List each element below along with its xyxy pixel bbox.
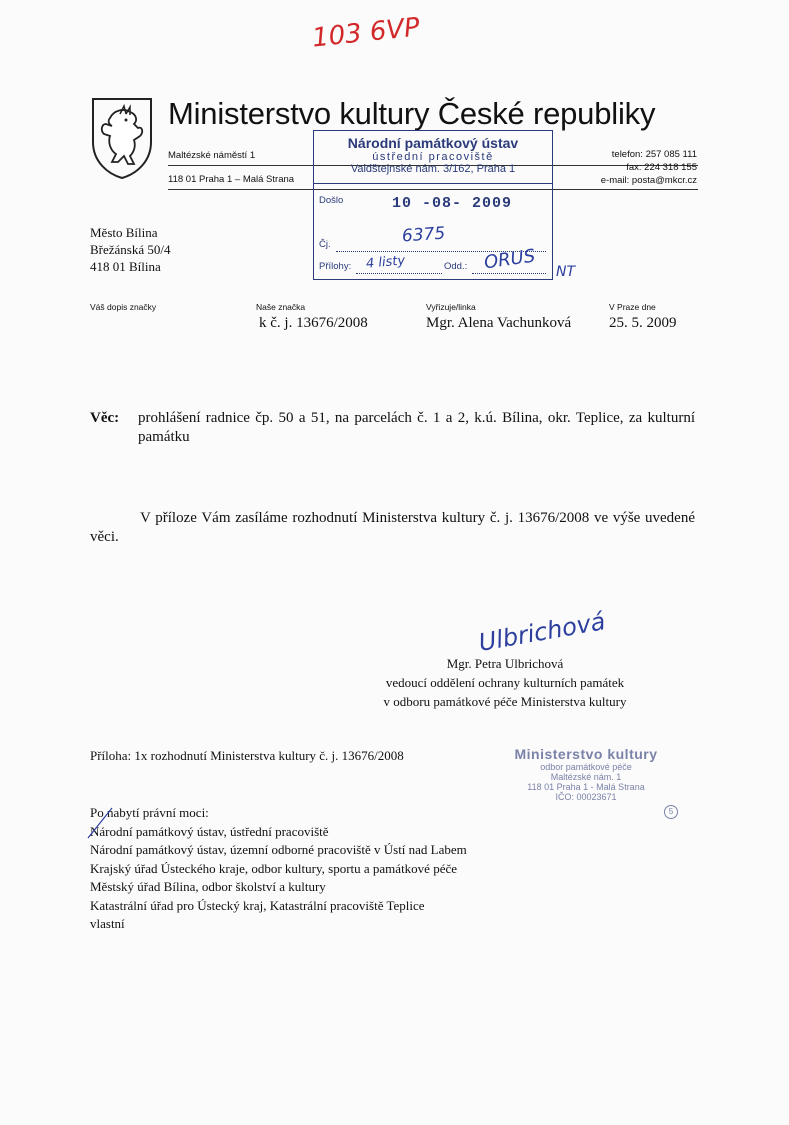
signer-role-1: vedoucí oddělení ochrany kulturních památek bbox=[385, 675, 625, 690]
header-street: Maltézské náměstí 1 bbox=[168, 150, 256, 161]
our-ref-value: k č. j. 13676/2008 bbox=[259, 315, 368, 331]
intake-stamp bbox=[313, 130, 553, 280]
header-contacts bbox=[601, 148, 697, 187]
subject-text: prohlášení radnice čp. 50 a 51, na parcelách č. 1 a 2, k.ú. Bílina, okr. Teplice, za kulturní památku bbox=[138, 410, 695, 445]
signer-role-2: v odboru památkové péče Ministerstva kultury bbox=[383, 694, 627, 709]
signature-block bbox=[352, 654, 658, 711]
header-phone: telefon: 257 085 111 bbox=[611, 149, 697, 160]
intake-stamp-name: Národní památkový ústav bbox=[347, 135, 519, 151]
body-paragraph: V příloze Vám zasíláme rozhodnutí Ministerstva kultury č. j. 13676/2008 ve výše uvedené věci. bbox=[90, 510, 695, 545]
dept-label: Odd.: bbox=[444, 261, 468, 272]
handwritten-reference: 103 6VP bbox=[310, 12, 422, 54]
header-city: 118 01 Praha 1 – Malá Strana bbox=[168, 174, 295, 185]
handler-label: Vyřizuje/linka bbox=[426, 302, 476, 312]
attachments-value: 4 listy bbox=[365, 253, 406, 272]
number-value: 6375 bbox=[401, 223, 446, 247]
distribution-item: Krajský úřad Ústeckého kraje, odbor kultury, sportu a památkové péče bbox=[90, 860, 458, 876]
ministry-stamp-line-1: Ministerstvo kultury bbox=[514, 746, 658, 762]
attachment-line: Příloha: 1x rozhodnutí Ministerstva kultury č. j. 13676/2008 bbox=[90, 748, 404, 763]
intake-stamp-header bbox=[314, 131, 552, 184]
received-date: 10 -08- 2009 bbox=[392, 195, 513, 212]
intake-initials: NT bbox=[556, 264, 576, 280]
ministry-stamp-line-3: Maltézské nám. 1 bbox=[550, 772, 622, 782]
ministry-stamp-number-text: 5 bbox=[668, 807, 674, 816]
ministry-stamp-line-5: IČO: 00023671 bbox=[555, 792, 617, 802]
addressee-line-3: 418 01 Bílina bbox=[90, 259, 161, 274]
distribution-item: Národní památkový ústav, ústřední pracoviště bbox=[90, 823, 329, 839]
header-email: e-mail: posta@mkcr.cz bbox=[600, 175, 697, 186]
intake-stamp-unit: ústřední pracoviště bbox=[372, 151, 494, 163]
date-value: 25. 5. 2009 bbox=[609, 315, 677, 331]
addressee-block bbox=[90, 224, 171, 275]
received-label: Došlo bbox=[319, 195, 344, 206]
dept-dots bbox=[472, 272, 546, 274]
your-ref-label: Váš dopis značky bbox=[90, 302, 157, 312]
coat-of-arms-logo bbox=[90, 96, 154, 180]
ministry-stamp-number bbox=[664, 805, 678, 819]
distribution-item: vlastní bbox=[90, 916, 125, 931]
attachments-label: Přílohy: bbox=[319, 261, 352, 272]
signer-name: Mgr. Petra Ulbrichová bbox=[446, 656, 564, 671]
attachments-dots bbox=[356, 272, 442, 274]
handler-value: Mgr. Alena Vachunková bbox=[426, 315, 572, 331]
addressee-line-2: Břežánská 50/4 bbox=[90, 242, 171, 257]
addressee-line-1: Město Bílina bbox=[90, 225, 158, 240]
date-label: V Praze dne bbox=[609, 302, 656, 312]
ministry-stamp bbox=[486, 746, 686, 802]
number-label: Čj. bbox=[319, 239, 331, 250]
checkmark-icon bbox=[84, 804, 116, 849]
distribution-item: Národní památkový ústav, územní odborné pracoviště v Ústí nad Labem bbox=[90, 842, 467, 857]
signature-scribble: Ulbrichová bbox=[476, 607, 608, 657]
distribution-list bbox=[90, 804, 467, 934]
ministry-stamp-line-2: odbor památkové péče bbox=[540, 762, 632, 772]
distribution-item: Městský úřad Bílina, odbor školství a kultury bbox=[90, 879, 326, 894]
ministry-stamp-line-4: 118 01 Praha 1 - Malá Strana bbox=[527, 782, 645, 792]
subject-label: Věc: bbox=[90, 410, 120, 426]
ministry-title: Ministerstvo kultury České republiky bbox=[168, 96, 656, 131]
distribution-item: Katastrální úřad pro Ústecký kraj, Katastrální pracoviště Teplice bbox=[90, 897, 425, 913]
dept-value: ORUS bbox=[482, 245, 537, 274]
distribution-heading: Po nabytí právní moci: bbox=[90, 805, 209, 820]
our-ref-label: Naše značka bbox=[256, 302, 306, 312]
intake-stamp-address: Valdštejnské nám. 3/162, Praha 1 bbox=[350, 163, 516, 175]
header-fax: fax: 224 318 155 bbox=[626, 162, 697, 173]
